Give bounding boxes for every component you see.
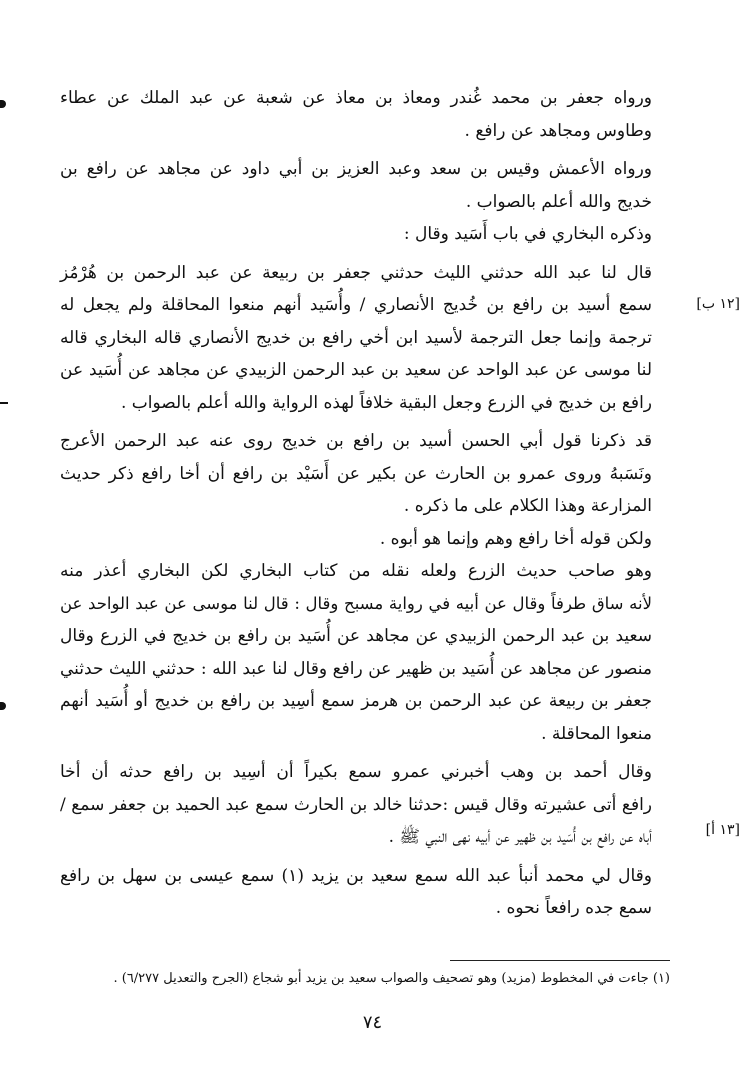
text-line: رافع بن خديج في الزرع وجعل البقية خلافاً لهذه الرواية والله أعلم بالصواب . bbox=[120, 392, 652, 413]
text-line: لنا موسى عن عبد الواحد عن سعيد بن عبد الرحمن الزبيدي عن مجاهد عن أُسَيد عن bbox=[60, 360, 652, 380]
paragraph bbox=[60, 153, 670, 218]
text-line: لأنه ساق طرفاً وقال عن أبيه في رواية مسبح وقال : قال لنا موسى عن عبد الواحد عن bbox=[60, 593, 652, 613]
text-line: ولكن قوله أخا رافع وهم وإنما هو أبوه . bbox=[379, 528, 652, 549]
footnote-divider bbox=[450, 960, 670, 961]
paragraph bbox=[60, 756, 670, 854]
text-line: رافع أتى عشيرته وقال قيس :حدثنا خالد بن الحارث سمع عبد الحميد بن جعفر سمع / bbox=[60, 794, 652, 815]
scan-mark bbox=[0, 402, 8, 404]
text-line: ونَسَبهُ وروى عمرو بن الحارث عن بكير عن أَسَيْد بن رافع أن أخا رافع ذكر حديث bbox=[60, 463, 652, 484]
paragraph bbox=[60, 257, 670, 420]
text-line: جعفر بن ربيعة عن عبد الرحمن بن هرمز سمع أسِيد بن رافع بن خديج أو أُسَيد أنهم bbox=[60, 691, 652, 711]
text-line: وقال أحمد بن وهب أخبرني عمرو سمع بكيراً أن أسِيد بن رافع حدثه أن أخا bbox=[60, 762, 652, 782]
text-line: سمع جده رافعاً نحوه . bbox=[495, 898, 652, 918]
paragraph bbox=[60, 555, 670, 750]
text-line: ورواه الأعمش وقيس بن سعد وعبد العزيز بن أبي داود عن مجاهد عن رافع بن bbox=[60, 159, 652, 179]
text-line: ورواه جعفر بن محمد غُندر ومعاذ بن معاذ عن شعبة عن عبد الملك عن عطاء bbox=[60, 88, 652, 108]
text-line: وطاوس ومجاهد عن رافع . bbox=[464, 120, 652, 141]
paragraph bbox=[60, 860, 670, 925]
margin-marker: [١٢ ب] bbox=[696, 296, 740, 312]
text-line: منصور عن مجاهد عن أُسَيد بن ظهير عن رافع وقال لنا عبد الله : حدثني الليث حدثني bbox=[60, 658, 652, 679]
paragraph bbox=[60, 218, 670, 251]
text-line: سعيد بن عبد الرحمن الزبيدي عن مجاهد عن أُسَيد بن رافع بن خديج في الزرع وقال bbox=[60, 626, 652, 646]
main-text bbox=[60, 82, 670, 925]
footnote: (١) جاءت في المخطوط (مزيد) وهو تصحيف والصواب سعيد بن يزيد أبو شجاع (الجرح والتعديل ٦/٢٧٧) . bbox=[113, 971, 670, 986]
scan-mark bbox=[0, 100, 6, 108]
text-line: ترجمة وإنما جعل الترجمة لأسيد ابن أخي رافع بن خديج الأنصاري قاله البخاري قاله bbox=[60, 327, 652, 348]
text-line: قد ذكرنا قول أبي الحسن أسيد بن رافع بن خديج روى عنه عبد الرحمن الأعرج bbox=[60, 431, 652, 451]
text-line: وذكره البخاري في باب أَسَيد وقال : bbox=[403, 224, 652, 244]
paragraph bbox=[60, 523, 670, 556]
margin-marker: [١٣ أ] bbox=[705, 822, 740, 838]
text-line: قال لنا عبد الله حدثني الليث حدثني جعفر بن ربيعة عن عبد الرحمن بن هُرْمُز bbox=[60, 262, 652, 283]
page-number: ٧٤ bbox=[362, 1012, 383, 1033]
text-line: منعوا المحاقلة . bbox=[541, 723, 652, 744]
text-line: المزارعة وهذا الكلام على ما ذكره . bbox=[403, 496, 652, 516]
text-line: سمع أسيد بن رافع بن خُديج الأنصاري / وأُسَيد أنهم منعوا المحاقلة ولم يجعل له bbox=[60, 295, 652, 315]
paragraph bbox=[60, 425, 670, 523]
text-line: أباه عن رافع بن أُسَيد بن ظهير عن أبيه نهى النبي ﷺ . bbox=[388, 827, 652, 847]
paragraph bbox=[60, 82, 670, 147]
text-line: وهو صاحب حديث الزرع ولعله نقله من كتاب البخاري لكن البخاري أعذر منه bbox=[60, 561, 652, 581]
text-line: وقال لي محمد أنبأ عبد الله سمع سعيد بن يزيد (١) سمع عيسى بن سهل بن رافع bbox=[60, 865, 652, 886]
text-line: خديج والله أعلم بالصواب . bbox=[465, 191, 652, 212]
scan-mark bbox=[0, 702, 6, 710]
